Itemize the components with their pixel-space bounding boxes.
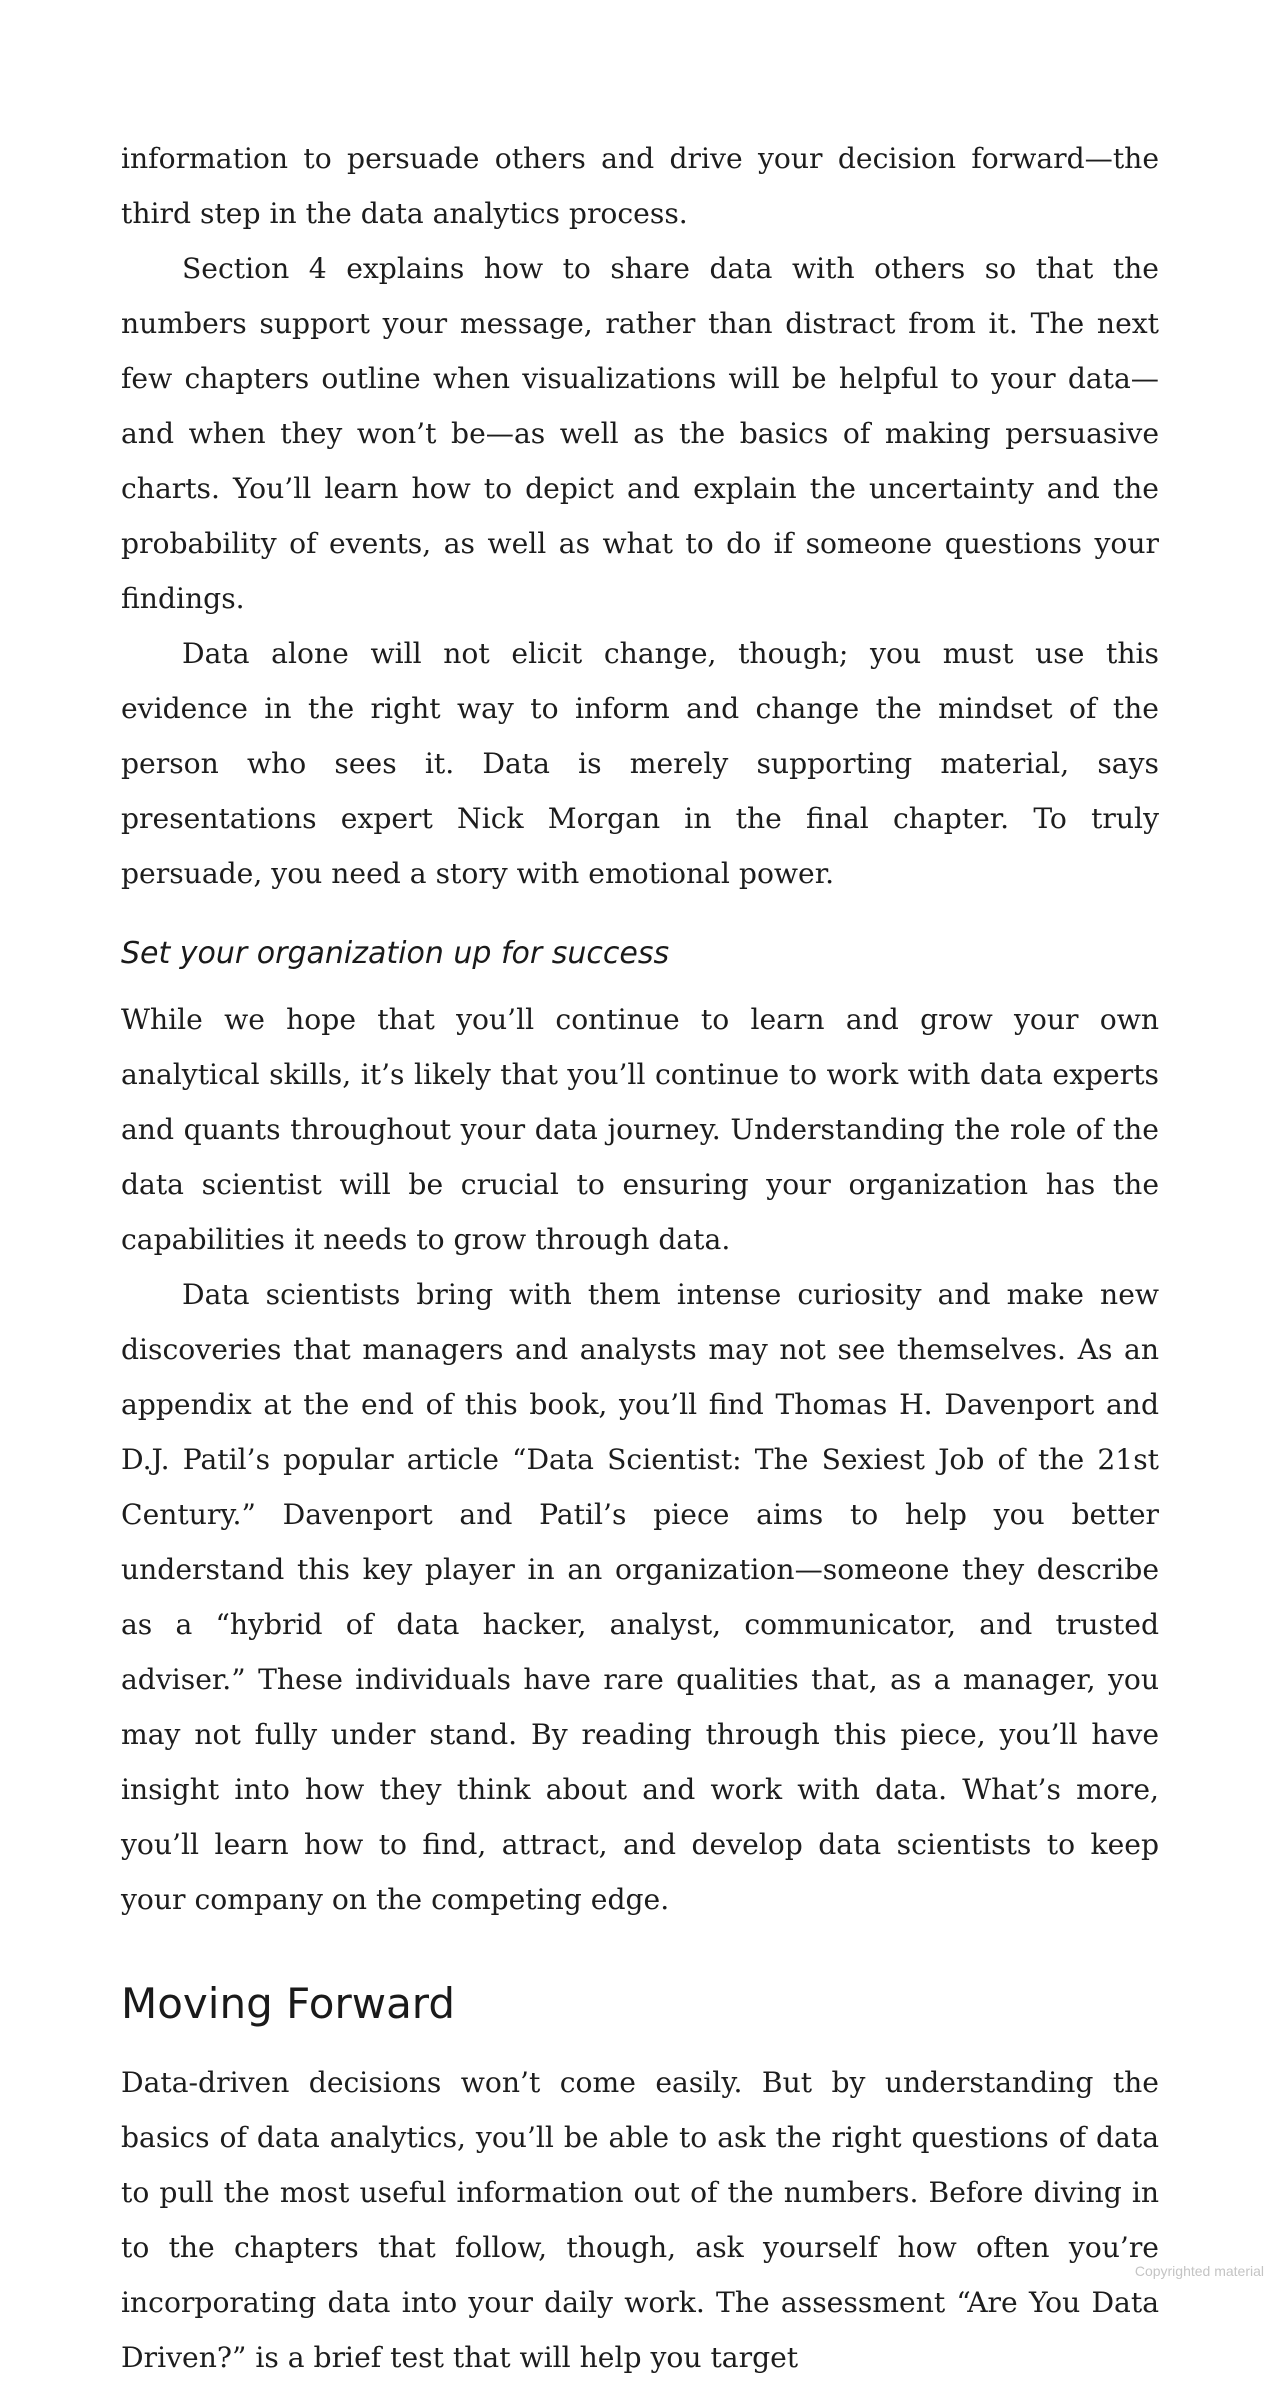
body-paragraph-moving-forward: Data-driven decisions won’t come easily. But by understanding the basics of data analytics, you’ll be able to ask the right questions of data to pull the most useful information out of the numbers. Before diving in to the chapters that follow, though, ask yourself how often you’re incorporating data into your daily work. The assessment “Are You Data Driven?” is a brief test that will help you target xyxy=(121,2066,1159,2374)
section-subheading: Set your organization up for success xyxy=(121,936,670,971)
body-paragraph-data-journey: While we hope that you’ll continue to learn and grow your own analytical skills, it’s likely that you’ll continue to work with data experts and quants throughout your data journey. Understanding the role of the data scientist will be crucial to ensuring your organization has the capabilities it needs to grow through data. xyxy=(121,1003,1159,1256)
section-heading: Moving Forward xyxy=(121,1979,455,2028)
body-paragraph-data-scientists: Data scientists bring with them intense curiosity and make new discoveries that managers and analysts may not see themselves. As an appendix at the end of this book, you’ll find Thomas H. Davenport and D.J. Patil’s popular article “Data Scientist: The Sexiest Job of the 21st Century.” Davenport and Patil’s piece aims to help you better understand this key player in an organization—someone they describe as a “hybrid of data hacker, analyst, communicator, and trusted adviser.” These individuals have rare qualities that, as a manager, you may not fully under stand. By reading through this piece, you’ll have insight into how they think about and work with data. What’s more, you’ll learn how to find, attract, and develop data scientists to keep your company on the competing edge. xyxy=(121,1278,1159,1916)
body-paragraph-section-4: Section 4 explains how to share data with others so that the numbers support your message, rather than distract from it. The next few chapters outline when visualizations will be helpful to your data—and when they won’t be—as well as the basics of making persuasive charts. You’ll learn how to depict and explain the uncertainty and the probability of events, as well as what to do if someone questions your findings. xyxy=(121,252,1159,615)
copyright-watermark: Copyrighted material xyxy=(1134,2263,1264,2279)
body-paragraph-continuation: information to persuade others and drive your decision forward—the third step in the data analytics process. xyxy=(121,142,1159,230)
body-paragraph-data-alone: Data alone will not elicit change, though; you must use this evidence in the right way to inform and change the mindset of the person who sees it. Data is merely supporting material, says presentations expert Nick Morgan in the final chapter. To truly persuade, you need a story with emotional power. xyxy=(121,637,1159,890)
book-page xyxy=(121,131,1159,2385)
